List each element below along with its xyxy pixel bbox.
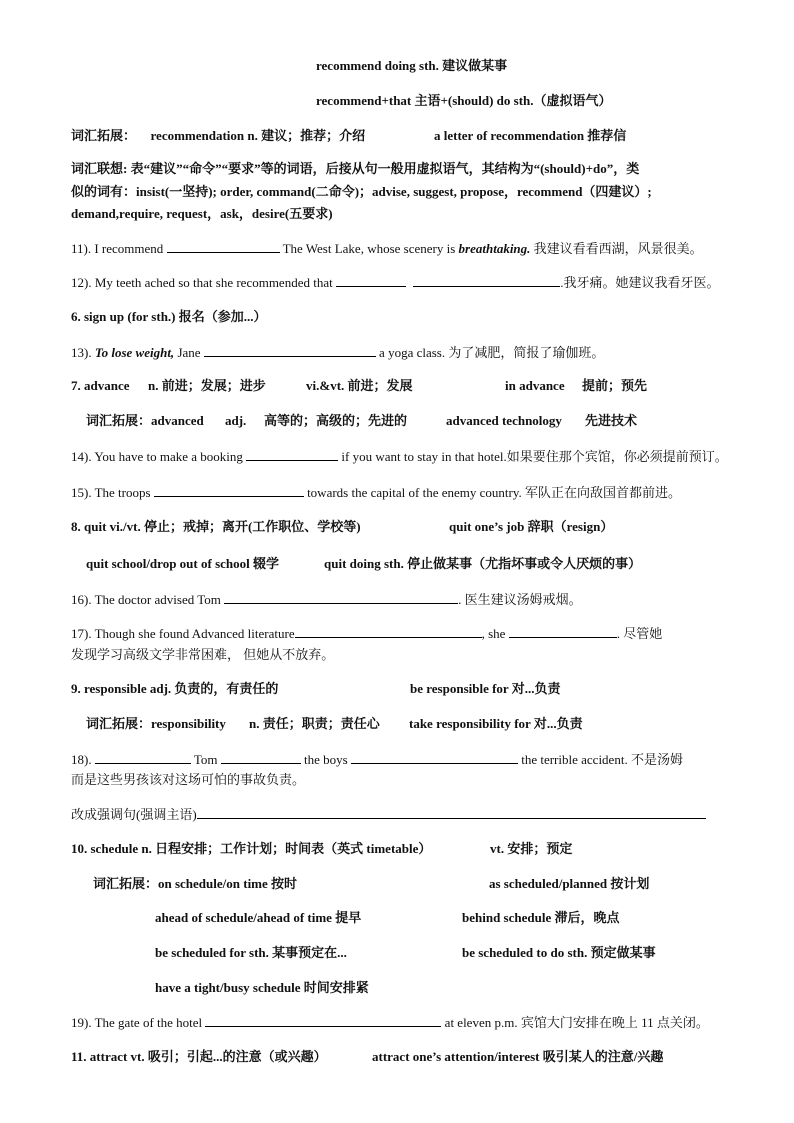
schedule-verb-meaning: vt. 安排；预定: [490, 841, 573, 856]
answer-blank[interactable]: [221, 751, 301, 764]
phrase-recommend-doing: recommend doing sth. 建议做某事: [316, 58, 508, 73]
ahead-of-schedule-phrase: ahead of schedule/ahead of time 提早: [155, 910, 362, 925]
recommendation-entry: recommendation n. 建议；推荐；介绍: [150, 128, 366, 143]
quit-school-phrase: quit school/drop out of school 辍学: [86, 556, 279, 571]
be-scheduled-to-phrase: be scheduled to do sth. 预定做某事: [462, 945, 656, 960]
in-advance-phrase: in advance: [505, 378, 565, 393]
answer-blank[interactable]: [413, 274, 560, 287]
question-15: 15). The troops towards the capital of the enemy country. 军队正在向敌国首都前进。: [71, 485, 681, 500]
phrase-recommend-that: recommend+that 主语+(should) do sth.（虚拟语气）: [316, 93, 612, 108]
heading-advance: 7. advance: [71, 378, 130, 393]
in-advance-meaning: 提前；预先: [582, 378, 648, 393]
vocab-extension-label: 词汇拓展：: [71, 128, 137, 143]
heading-sign-up: 6. sign up (for sth.) 报名（参加...）: [71, 309, 267, 324]
advanced-technology-phrase: advanced technology: [446, 413, 562, 428]
question-16: 16). The doctor advised Tom . 医生建议汤姆戒烟。: [71, 592, 582, 607]
be-responsible-for-phrase: be responsible for 对...负责: [410, 681, 561, 696]
tight-schedule-phrase: have a tight/busy schedule 时间安排紧: [155, 980, 369, 995]
quit-doing-phrase: quit doing sth. 停止做某事（尤指坏事或令人厌烦的事）: [324, 556, 642, 571]
question-18: 18). Tom the boys the terrible accident. 不是汤姆: [71, 752, 683, 767]
vocab-association-line-2: 似的词有：insist(一坚持); order, command(二命令)；advise, suggest, propose，recommend（四建议）;: [71, 184, 652, 199]
be-scheduled-for-phrase: be scheduled for sth. 某事预定在...: [155, 945, 347, 960]
question-11: 11). I recommend The West Lake, whose scenery is breathtaking. 我建议看看西湖，风景很美。: [71, 241, 703, 256]
answer-blank[interactable]: [154, 484, 304, 497]
question-17: 17). Though she found Advanced literature , she . 尽管她: [71, 626, 663, 641]
heading-attract: 11. attract vt. 吸引；引起...的注意（或兴趣）: [71, 1049, 327, 1064]
vocab-extension-recommend: [71, 128, 365, 144]
as-scheduled-phrase: as scheduled/planned 按计划: [489, 876, 650, 891]
attract-attention-phrase: attract one’s attention/interest 吸引某人的注意/兴趣: [372, 1049, 664, 1064]
answer-blank[interactable]: [351, 751, 518, 764]
question-14: 14). You have to make a booking if you want to stay in that hotel.如果要住那个宾馆，你必须提前预订。: [71, 449, 728, 464]
answer-blank[interactable]: [197, 806, 706, 819]
question-19: 19). The gate of the hotel at eleven p.m. 宾馆大门安排在晚上 11 点关闭。: [71, 1015, 709, 1030]
answer-blank[interactable]: [167, 240, 280, 253]
vocab-extension-advanced: 词汇拓展：advanced: [86, 413, 204, 428]
advanced-pos: adj.: [225, 413, 247, 428]
answer-blank[interactable]: [509, 625, 617, 638]
heading-schedule: 10. schedule n. 日程安排；工作计划；时间表（英式 timetable）: [71, 841, 432, 856]
behind-schedule-phrase: behind schedule 滞后，晚点: [462, 910, 620, 925]
vocab-extension-responsibility: 词汇拓展：responsibility: [86, 716, 226, 731]
vocab-extension-on-schedule: 词汇拓展：on schedule/on time 按时: [93, 876, 298, 891]
question-18-translation: 而是这些男孩该对这场可怕的事故负责。: [71, 772, 306, 787]
question-17-translation: 发现学习高级文学非常困难， 但她从不放弃。: [71, 647, 335, 662]
take-responsibility-phrase: take responsibility for 对...负责: [409, 716, 583, 731]
answer-blank[interactable]: [224, 591, 458, 604]
question-13: 13). To lose weight, Jane a yoga class. 为了减肥，简报了瑜伽班。: [71, 345, 605, 360]
responsibility-meaning: n. 责任；职责；责任心: [249, 716, 380, 731]
question-12: 12). My teeth ached so that she recommended that .我牙痛。她建议我看牙医。: [71, 275, 720, 290]
quit-ones-job-phrase: quit one’s job 辞职（resign）: [449, 519, 614, 534]
question-18-rewrite: 改成强调句(强调主语): [71, 806, 706, 823]
answer-blank[interactable]: [95, 751, 191, 764]
vocab-association-line-1: 词汇联想: 表“建议”“命令”“要求”等的词语，后接从句一般用虚拟语气，其结构为“(should)+do”，类: [71, 161, 640, 176]
answer-blank[interactable]: [336, 274, 406, 287]
letter-of-recommendation-entry: a letter of recommendation 推荐信: [434, 128, 627, 143]
answer-blank[interactable]: [205, 1014, 441, 1027]
answer-blank[interactable]: [295, 625, 482, 638]
advance-verb-meaning: vi.&vt. 前进；发展: [306, 378, 413, 393]
advanced-technology-meaning: 先进技术: [585, 413, 638, 428]
heading-responsible: 9. responsible adj. 负责的，有责任的: [71, 681, 279, 696]
advanced-meaning: 高等的；高级的；先进的: [264, 413, 408, 428]
advance-noun-meaning: n. 前进；发展；进步: [148, 378, 266, 393]
vocab-association-line-3: demand,require, request，ask，desire(五要求): [71, 206, 333, 221]
answer-blank[interactable]: [246, 448, 338, 461]
answer-blank[interactable]: [204, 344, 376, 357]
heading-quit: 8. quit vi./vt. 停止；戒掉；离开(工作职位、学校等): [71, 519, 361, 534]
